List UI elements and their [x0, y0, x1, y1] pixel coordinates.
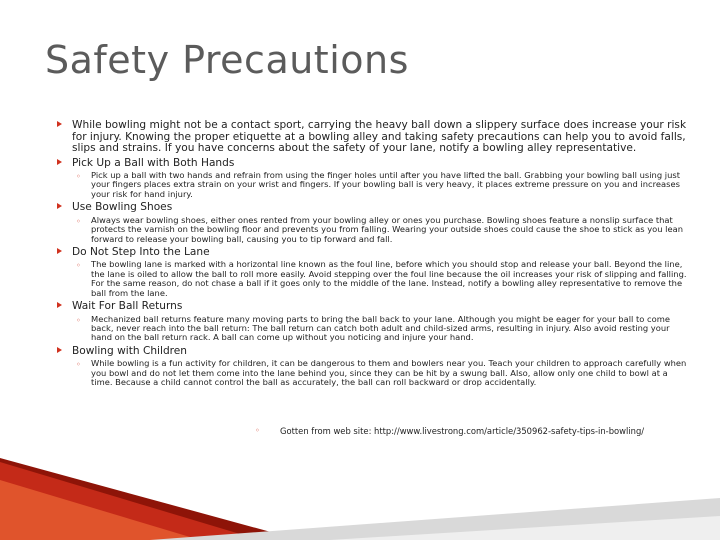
section-heading — [56, 247, 690, 259]
intro-item — [56, 120, 690, 155]
section-body-text: Always wear bowling shoes, either ones rented from your bowling alley or ones you purchase. Bowling shoes feature a nonslip surface that protects the varnish on the bowling floor and prevents you from falling. Wearing your outside shoes could cause the shoe to stick as you lean forward to release your bowling ball, causing you to tip forward and fall. — [91, 214, 684, 244]
section-body-text: While bowling is a fun activity for children, it can be dangerous to them and bowlers near you. Teach your children to approach carefully when you bowl and do not let them come into the lane behind you, since they can be hit by a swung ball. Also, allow only one child to bowl at a time. Because a child cannot control the ball as accurately, the ball can roll backward or drop accidentally. — [91, 358, 687, 388]
section-body — [56, 260, 690, 298]
section-body — [56, 359, 690, 387]
section-heading — [56, 346, 690, 358]
decorative-swoosh — [0, 450, 720, 540]
section-heading — [56, 301, 690, 313]
section-heading — [56, 158, 690, 170]
section-body — [56, 315, 690, 343]
source-note — [255, 426, 644, 436]
arrow-bullet-icon — [57, 347, 62, 353]
section-body-text: The bowling lane is marked with a horizontal line known as the foul line, before which you should stop and release your ball. Beyond the line, the lane is oiled to allow the ball to roll more easily. Avoid stepping over the foul line because the oil increases your risk of slipping and falling. For the same reason, do not chase a ball if it goes only to the middle of the lane. Instead, notify a bowling alley representative to remove the ball from the lane. — [91, 259, 687, 298]
section-heading-text: Pick Up a Ball with Both Hands — [72, 156, 235, 169]
arrow-bullet-icon — [57, 302, 62, 308]
circle-bullet-icon: ◦ — [76, 216, 81, 226]
section-body-text: Mechanized ball returns feature many moving parts to bring the ball back to your lane. Although you might be eager for your ball to come back, never reach into the ball return: The ball return can catch both adult and child-sized arms, resulting in injury. Also avoid resting your hand on the ball return rack. A ball can come up without you noticing and injure your hand. — [91, 313, 670, 343]
arrow-bullet-icon — [57, 159, 62, 165]
section-heading-text: Use Bowling Shoes — [72, 201, 173, 214]
circle-bullet-icon: ◦ — [76, 261, 81, 271]
section-heading-text: Bowling with Children — [72, 344, 188, 357]
intro-text: While bowling might not be a contact sport, carrying the heavy ball down a slippery surface does increase your risk for injury. Knowing the proper etiquette at a bowling alley and taking safety precautions can help you to avoid falls, slips and strains. If you have concerns about the safety of your lane, notify a bowling alley representative. — [72, 119, 687, 154]
slide-title: Safety Precautions — [45, 38, 409, 82]
slide-content — [56, 120, 690, 391]
section-body — [56, 216, 690, 244]
circle-bullet-icon: ◦ — [76, 315, 81, 325]
section-body — [56, 171, 690, 199]
circle-bullet-icon: ◦ — [76, 172, 81, 181]
section-heading-text: Do Not Step Into the Lane — [72, 245, 210, 258]
section-heading — [56, 202, 690, 214]
circle-bullet-icon: ◦ — [76, 360, 81, 370]
arrow-bullet-icon — [57, 248, 62, 254]
source-link-text: Gotten from web site: http://www.livestrong.com/article/350962-safety-tips-in-bowling/ — [280, 426, 645, 436]
section-heading-text: Wait For Ball Returns — [72, 300, 183, 313]
circle-bullet-icon: ◦ — [255, 426, 260, 435]
arrow-bullet-icon — [57, 203, 62, 209]
arrow-bullet-icon — [57, 121, 62, 127]
section-body-text: Pick up a ball with two hands and refrain from using the finger holes until after you have lifted the ball. Grabbing your bowling ball using just your fingers places extra strain on your wrist and fingers. If your bowling ball is very heavy, it places extreme pressure on you and increases your risk for hand injury. — [91, 170, 680, 199]
